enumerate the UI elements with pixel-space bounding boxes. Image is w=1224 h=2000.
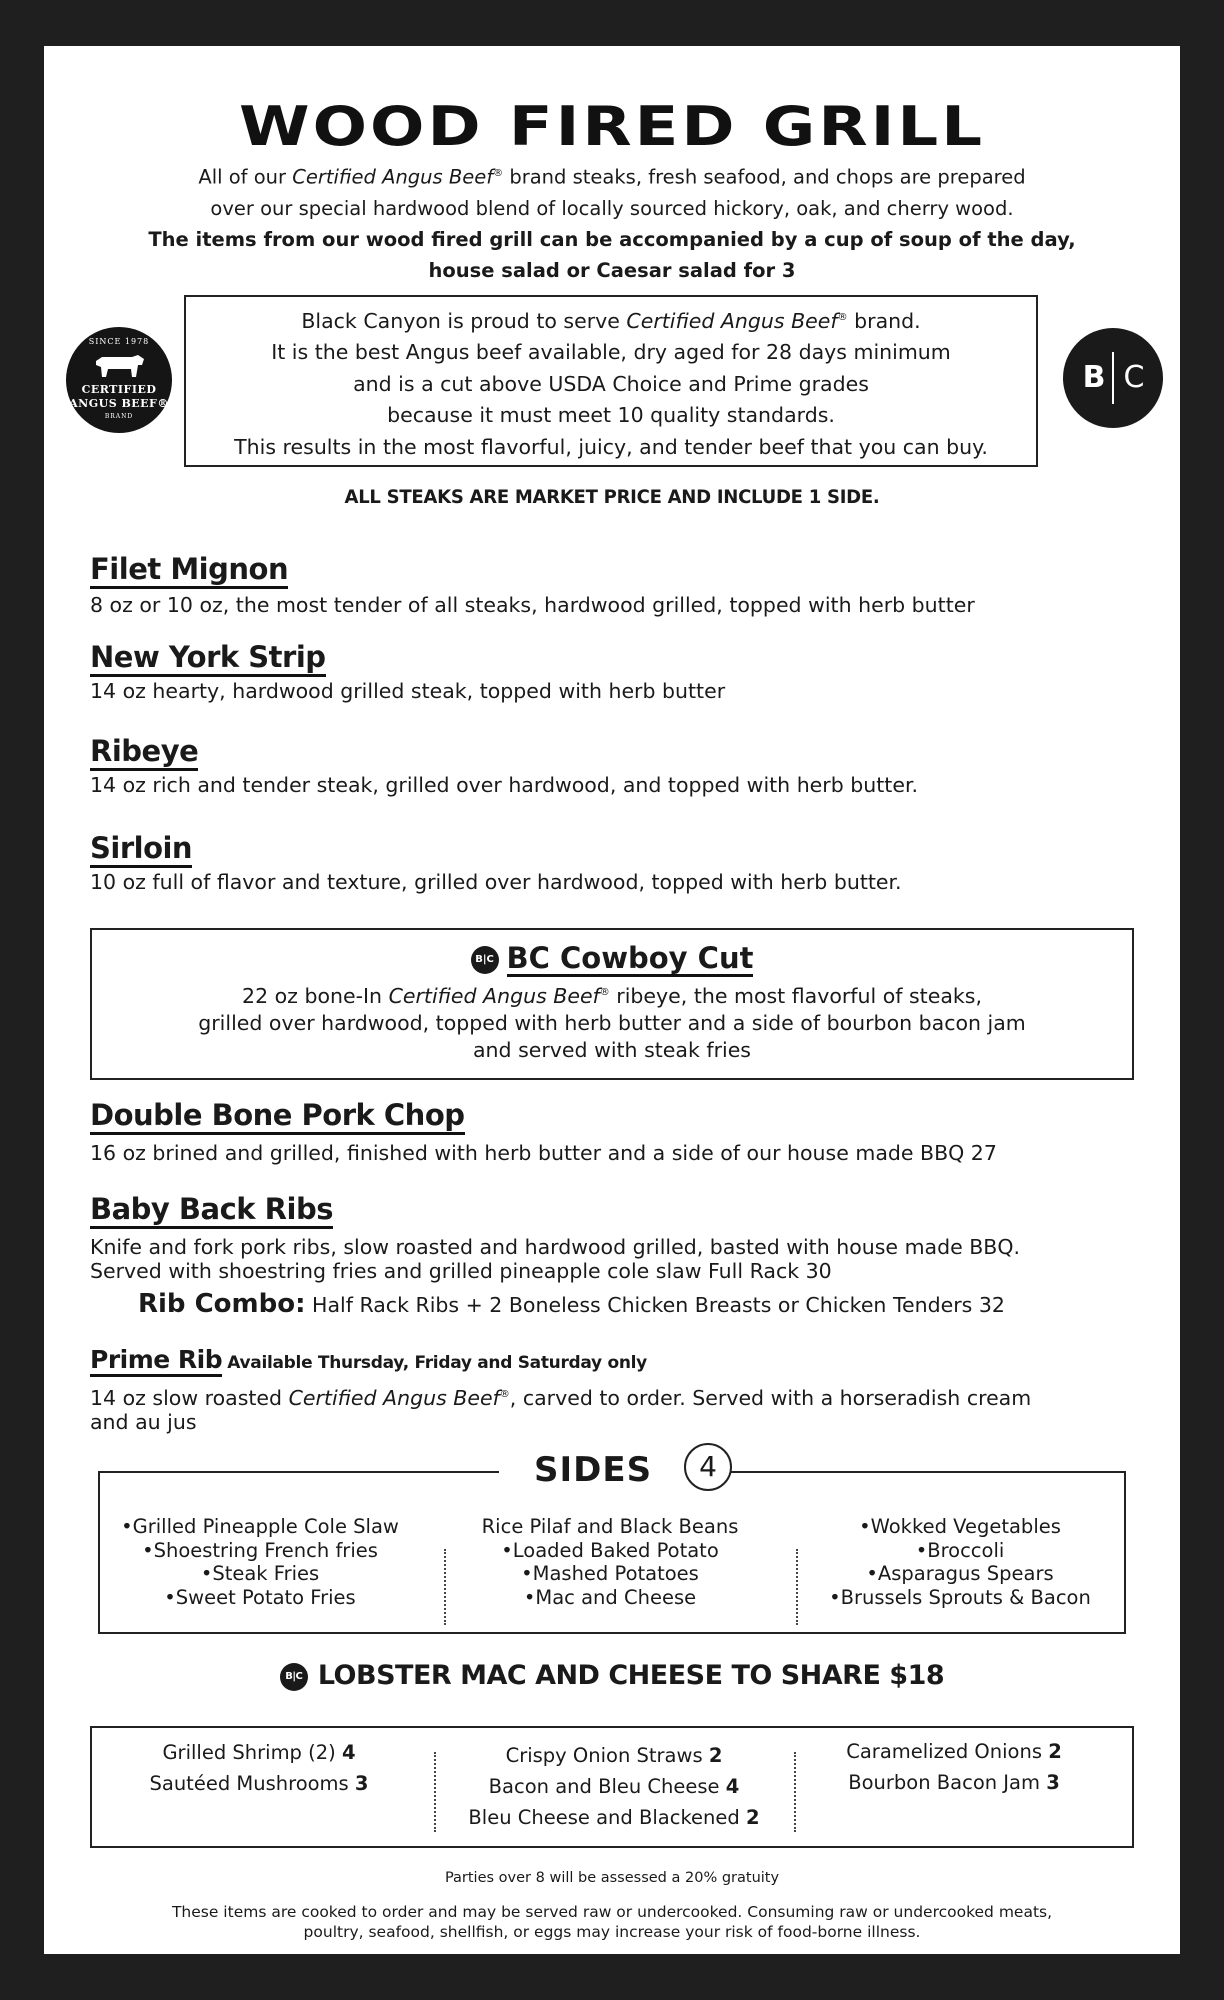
side-item: •Mac and Cheese xyxy=(523,1585,697,1609)
intro-bold-line2: house salad or Caesar salad for 3 xyxy=(428,258,796,282)
lobster-mac-line xyxy=(44,1660,1180,1691)
intro-text xyxy=(104,158,1120,286)
item-name: New York Strip xyxy=(90,640,326,677)
side-item: •Asparagus Spears xyxy=(866,1562,1054,1585)
rib-combo xyxy=(138,1289,1020,1319)
sides-divider-2 xyxy=(796,1549,798,1625)
cab-line3: and is a cut above USDA Choice and Prime grades xyxy=(353,371,869,396)
item-sirloin xyxy=(90,831,902,894)
prime-rib-availability: Available Thursday, Friday and Saturday only xyxy=(227,1353,647,1373)
addon-price: 2 xyxy=(1048,1740,1062,1763)
food-warning-line1: These items are cooked to order and may be served raw or undercooked. Consuming raw or undercooked meats, xyxy=(171,1903,1053,1921)
all-steaks-note: ALL STEAKS ARE MARKET PRICE AND INCLUDE 1 SIDE. xyxy=(344,486,880,508)
intro-line1-pre: All of our xyxy=(198,165,293,189)
addon-item xyxy=(804,1767,1104,1798)
side-item: •Loaded Baked Potato xyxy=(501,1538,719,1562)
intro-bold-line1: The items from our wood fired grill can be accompanied by a cup of soup of the day, xyxy=(148,227,1076,251)
seal-line2: ANGUS BEEF® xyxy=(69,397,169,410)
item-ribeye xyxy=(90,734,918,797)
item-desc: 16 oz brined and grilled, finished with herb butter and a side of our house made BBQ 27 xyxy=(90,1141,997,1165)
intro-brand: Certified Angus Beef xyxy=(292,165,494,189)
item-desc-line1: Knife and fork pork ribs, slow roasted and hardwood grilled, basted with house made BBQ. xyxy=(90,1235,1021,1259)
addon-item xyxy=(124,1768,394,1799)
addon-name: Caramelized Onions xyxy=(846,1740,1049,1763)
food-warning xyxy=(44,1902,1180,1942)
addons-col2 xyxy=(444,1740,784,1833)
addon-price: 2 xyxy=(745,1806,760,1829)
addons-divider-2 xyxy=(794,1752,796,1832)
logo-c: C xyxy=(1123,360,1145,395)
addon-item xyxy=(444,1802,784,1833)
item-name: Ribeye xyxy=(90,734,198,771)
item-prime-rib xyxy=(90,1346,1031,1434)
item-baby-back-ribs xyxy=(90,1192,1020,1319)
cowboy-brand: Certified Angus Beef xyxy=(388,983,600,1008)
side-item: Rice Pilaf and Black Beans xyxy=(481,1515,739,1538)
side-item: •Grilled Pineapple Cole Slaw xyxy=(121,1515,399,1538)
bc-logo xyxy=(1063,328,1163,428)
cowboy-line1-pre: 22 oz bone-In xyxy=(242,983,389,1008)
certified-angus-beef-seal xyxy=(66,327,172,433)
addon-name: Crispy Onion Straws xyxy=(505,1744,709,1767)
cowboy-cut-box xyxy=(90,928,1134,1080)
addon-item xyxy=(444,1740,784,1771)
item-desc-line2: Served with shoestring fries and grilled pineapple cole slaw Full Rack 30 xyxy=(90,1259,832,1283)
seal-line1: CERTIFIED xyxy=(81,383,157,396)
addons-divider-1 xyxy=(434,1752,436,1832)
addon-name: Grilled Shrimp (2) xyxy=(162,1741,342,1764)
addon-item xyxy=(444,1771,784,1802)
gratuity-note: Parties over 8 will be assessed a 20% gratuity xyxy=(444,1870,780,1886)
cowboy-line3: and served with steak fries xyxy=(472,1037,751,1062)
cab-line5: This results in the most flavorful, juicy, and tender beef that you can buy. xyxy=(234,434,988,459)
lobster-mac-text: LOBSTER MAC AND CHEESE TO SHARE $18 xyxy=(317,1660,945,1691)
addon-name: Bourbon Bacon Jam xyxy=(848,1771,1047,1794)
item-name: Baby Back Ribs xyxy=(90,1192,333,1229)
addons-col1 xyxy=(124,1737,394,1799)
prime-desc-pre: 14 oz slow roasted xyxy=(90,1385,289,1410)
item-filet-mignon xyxy=(90,552,975,617)
rib-combo-label: Rib Combo: xyxy=(138,1289,306,1319)
cow-icon xyxy=(92,353,146,379)
sides-col1 xyxy=(110,1515,410,1609)
sides-divider-1 xyxy=(444,1549,446,1625)
cab-line1-pre: Black Canyon is proud to serve xyxy=(301,308,627,333)
item-name: Filet Mignon xyxy=(90,552,288,589)
side-item: •Brussels Sprouts & Bacon xyxy=(829,1585,1091,1609)
addon-item xyxy=(124,1737,394,1768)
cowboy-line2: grilled over hardwood, topped with herb butter and a side of bourbon bacon jam xyxy=(198,1010,1026,1035)
reg-mark: ® xyxy=(499,1389,510,1400)
addon-price: 4 xyxy=(725,1775,740,1798)
logo-divider xyxy=(1112,352,1114,404)
seal-since: SINCE 1978 xyxy=(88,337,150,346)
logo-b: B xyxy=(1082,360,1106,395)
bc-mini-logo-icon: B|C xyxy=(471,946,499,974)
item-name: Sirloin xyxy=(90,831,192,868)
item-new-york-strip xyxy=(90,640,725,703)
cowboy-name: BC Cowboy Cut xyxy=(506,941,754,975)
item-name: Prime Rib xyxy=(90,1346,222,1377)
item-double-bone-pork-chop xyxy=(90,1098,997,1165)
side-item: •Mashed Potatoes xyxy=(521,1562,699,1585)
sides-col3 xyxy=(810,1515,1110,1609)
seal-line3: BRAND xyxy=(104,413,134,420)
addon-price: 3 xyxy=(1046,1771,1060,1794)
side-item: •Broccoli xyxy=(915,1538,1005,1562)
reg-mark: ® xyxy=(599,987,610,998)
prime-desc-line2: and au jus xyxy=(90,1409,197,1434)
prime-brand: Certified Angus Beef xyxy=(288,1385,500,1410)
item-desc: 14 oz rich and tender steak, grilled over hardwood, and topped with herb butter. xyxy=(90,773,919,797)
cab-line1-post: brand. xyxy=(847,308,921,333)
addon-price: 3 xyxy=(354,1772,369,1795)
cab-line2: It is the best Angus beef available, dry aged for 28 days minimum xyxy=(271,340,951,365)
item-desc: 14 oz hearty, hardwood grilled steak, topped with herb butter xyxy=(90,679,726,703)
addons-col3 xyxy=(804,1736,1104,1798)
sides-title: SIDES xyxy=(534,1450,653,1490)
reg-mark: ® xyxy=(837,312,848,323)
certified-angus-box xyxy=(184,295,1038,467)
cab-line4: because it must meet 10 quality standards. xyxy=(387,403,835,428)
intro-line2: over our special hardwood blend of locally sourced hickory, oak, and cherry wood. xyxy=(210,196,1014,220)
addon-item xyxy=(804,1736,1104,1767)
addon-price: 4 xyxy=(341,1741,356,1764)
addon-name: Sautéed Mushrooms xyxy=(149,1772,355,1795)
side-item: •Steak Fries xyxy=(200,1562,320,1585)
prime-desc-post: , carved to order. Served with a horseradish cream xyxy=(509,1385,1032,1410)
item-desc: 8 oz or 10 oz, the most tender of all steaks, hardwood grilled, topped with herb butter xyxy=(90,593,975,617)
intro-line1-post: brand steaks, fresh seafood, and chops are prepared xyxy=(503,165,1026,189)
cab-brand: Certified Angus Beef xyxy=(626,308,838,333)
sides-col2 xyxy=(460,1515,760,1609)
item-name: Double Bone Pork Chop xyxy=(90,1098,465,1135)
food-warning-line2: poultry, seafood, shellfish, or eggs may increase your risk of food-borne illness. xyxy=(303,1923,921,1941)
addon-name: Bleu Cheese and Blackened xyxy=(468,1806,746,1829)
cowboy-line1-post: ribeye, the most flavorful of steaks, xyxy=(609,983,982,1008)
reg-mark: ® xyxy=(493,168,504,179)
addon-price: 2 xyxy=(708,1744,723,1767)
sides-price: 4 xyxy=(684,1443,732,1491)
addon-name: Bacon and Bleu Cheese xyxy=(488,1775,726,1798)
menu-page xyxy=(44,46,1180,1954)
menu-title: WOOD FIRED GRILL xyxy=(239,95,985,159)
side-item: •Wokked Vegetables xyxy=(859,1515,1061,1538)
side-item: •Shoestring French fries xyxy=(142,1538,378,1562)
item-desc: 10 oz full of flavor and texture, grilled over hardwood, topped with herb butter. xyxy=(90,870,902,894)
bc-mini-logo-icon: B|C xyxy=(280,1663,308,1691)
side-item: •Sweet Potato Fries xyxy=(164,1585,356,1609)
rib-combo-desc: Half Rack Ribs + 2 Boneless Chicken Breasts or Chicken Tenders 32 xyxy=(305,1293,1005,1317)
